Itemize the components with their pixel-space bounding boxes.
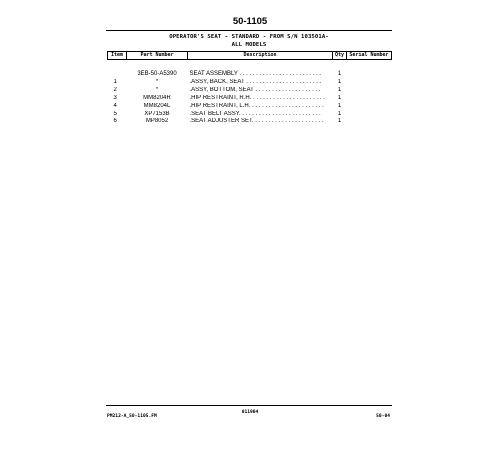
table-header-row — [108, 52, 392, 60]
row-part-number: MM8204R — [143, 94, 171, 101]
row-item: 2 — [113, 86, 117, 93]
footer-page-number: 50-04 — [376, 414, 390, 419]
row-description: .HIP RESTRAINT, R.H. . . . . . . . . . . . . . . . . . . . . . . — [189, 94, 325, 101]
section-number: 50-1105 — [232, 16, 268, 27]
table-row — [108, 103, 392, 111]
row-part-number: MM8204L — [143, 102, 171, 109]
row-serial — [347, 60, 392, 79]
row-item: 3 — [113, 94, 117, 101]
row-qty: 1 — [337, 78, 342, 85]
table-row — [108, 95, 392, 103]
table-row — [108, 87, 392, 95]
row-item: 5 — [113, 110, 117, 117]
row-qty: 1 — [337, 118, 342, 125]
row-qty: 1 — [337, 94, 342, 101]
row-description: .HIP RESTRAINT, L.H. . . . . . . . . . . . . . . . . . . . . . . — [189, 102, 324, 109]
row-serial — [347, 118, 392, 126]
header-description: Description — [188, 52, 333, 60]
row-part-number: 3EB-50-A5390 — [137, 71, 177, 77]
table-row — [108, 79, 392, 87]
footer-date-code: 011904 — [241, 410, 259, 415]
row-description: .ASSY, BACK, SEAT . . . . . . . . . . . . . . . . . . . . . . . — [189, 78, 322, 85]
row-qty: 1 — [337, 86, 342, 93]
header-rule — [106, 30, 392, 31]
parts-table — [107, 51, 392, 126]
footer-filename: PM212-A_50-1105.FM — [107, 414, 157, 419]
row-qty: 1 — [337, 102, 342, 109]
table-row — [108, 60, 392, 79]
row-serial — [347, 79, 392, 87]
header-serial-number: Serial Number — [347, 52, 392, 60]
row-part-number: * — [155, 78, 159, 85]
footer-rule — [106, 405, 392, 406]
row-description: .ASSY, BOTTOM, SEAT . . . . . . . . . . . . . . . . . . . . — [189, 86, 321, 93]
row-qty: 1 — [337, 71, 342, 77]
row-description: SEAT ASSEMBLY . . . . . . . . . . . . . . . . . . . . . . . . . — [189, 71, 322, 77]
row-item: 4 — [113, 102, 117, 109]
row-serial — [347, 111, 392, 119]
row-description: .SEAT ADJUSTER SET. . . . . . . . . . . . . . . . . . . . . . — [189, 118, 324, 125]
row-item — [108, 60, 127, 79]
row-item: 1 — [113, 78, 117, 85]
table-row — [108, 111, 392, 119]
header-item: Item — [108, 52, 127, 60]
row-item: 6 — [113, 118, 117, 125]
page-title: OPERATOR'S SEAT - STANDARD - FROM S/N 103501A- — [169, 34, 329, 40]
row-description: .SEAT BELT ASSY. . . . . . . . . . . . . . . . . . . . . . . . . — [189, 110, 321, 117]
row-serial — [347, 87, 392, 95]
row-serial — [347, 95, 392, 103]
table-row — [108, 118, 392, 126]
page-subtitle: ALL MODELS — [231, 42, 267, 48]
row-part-number: XP7153B — [144, 110, 170, 117]
row-part-number: MP8052 — [145, 118, 169, 125]
row-part-number: * — [155, 86, 159, 93]
row-serial — [347, 103, 392, 111]
row-qty: 1 — [337, 110, 342, 117]
header-qty: Qty — [333, 52, 347, 60]
header-part-number: Part Number — [127, 52, 188, 60]
